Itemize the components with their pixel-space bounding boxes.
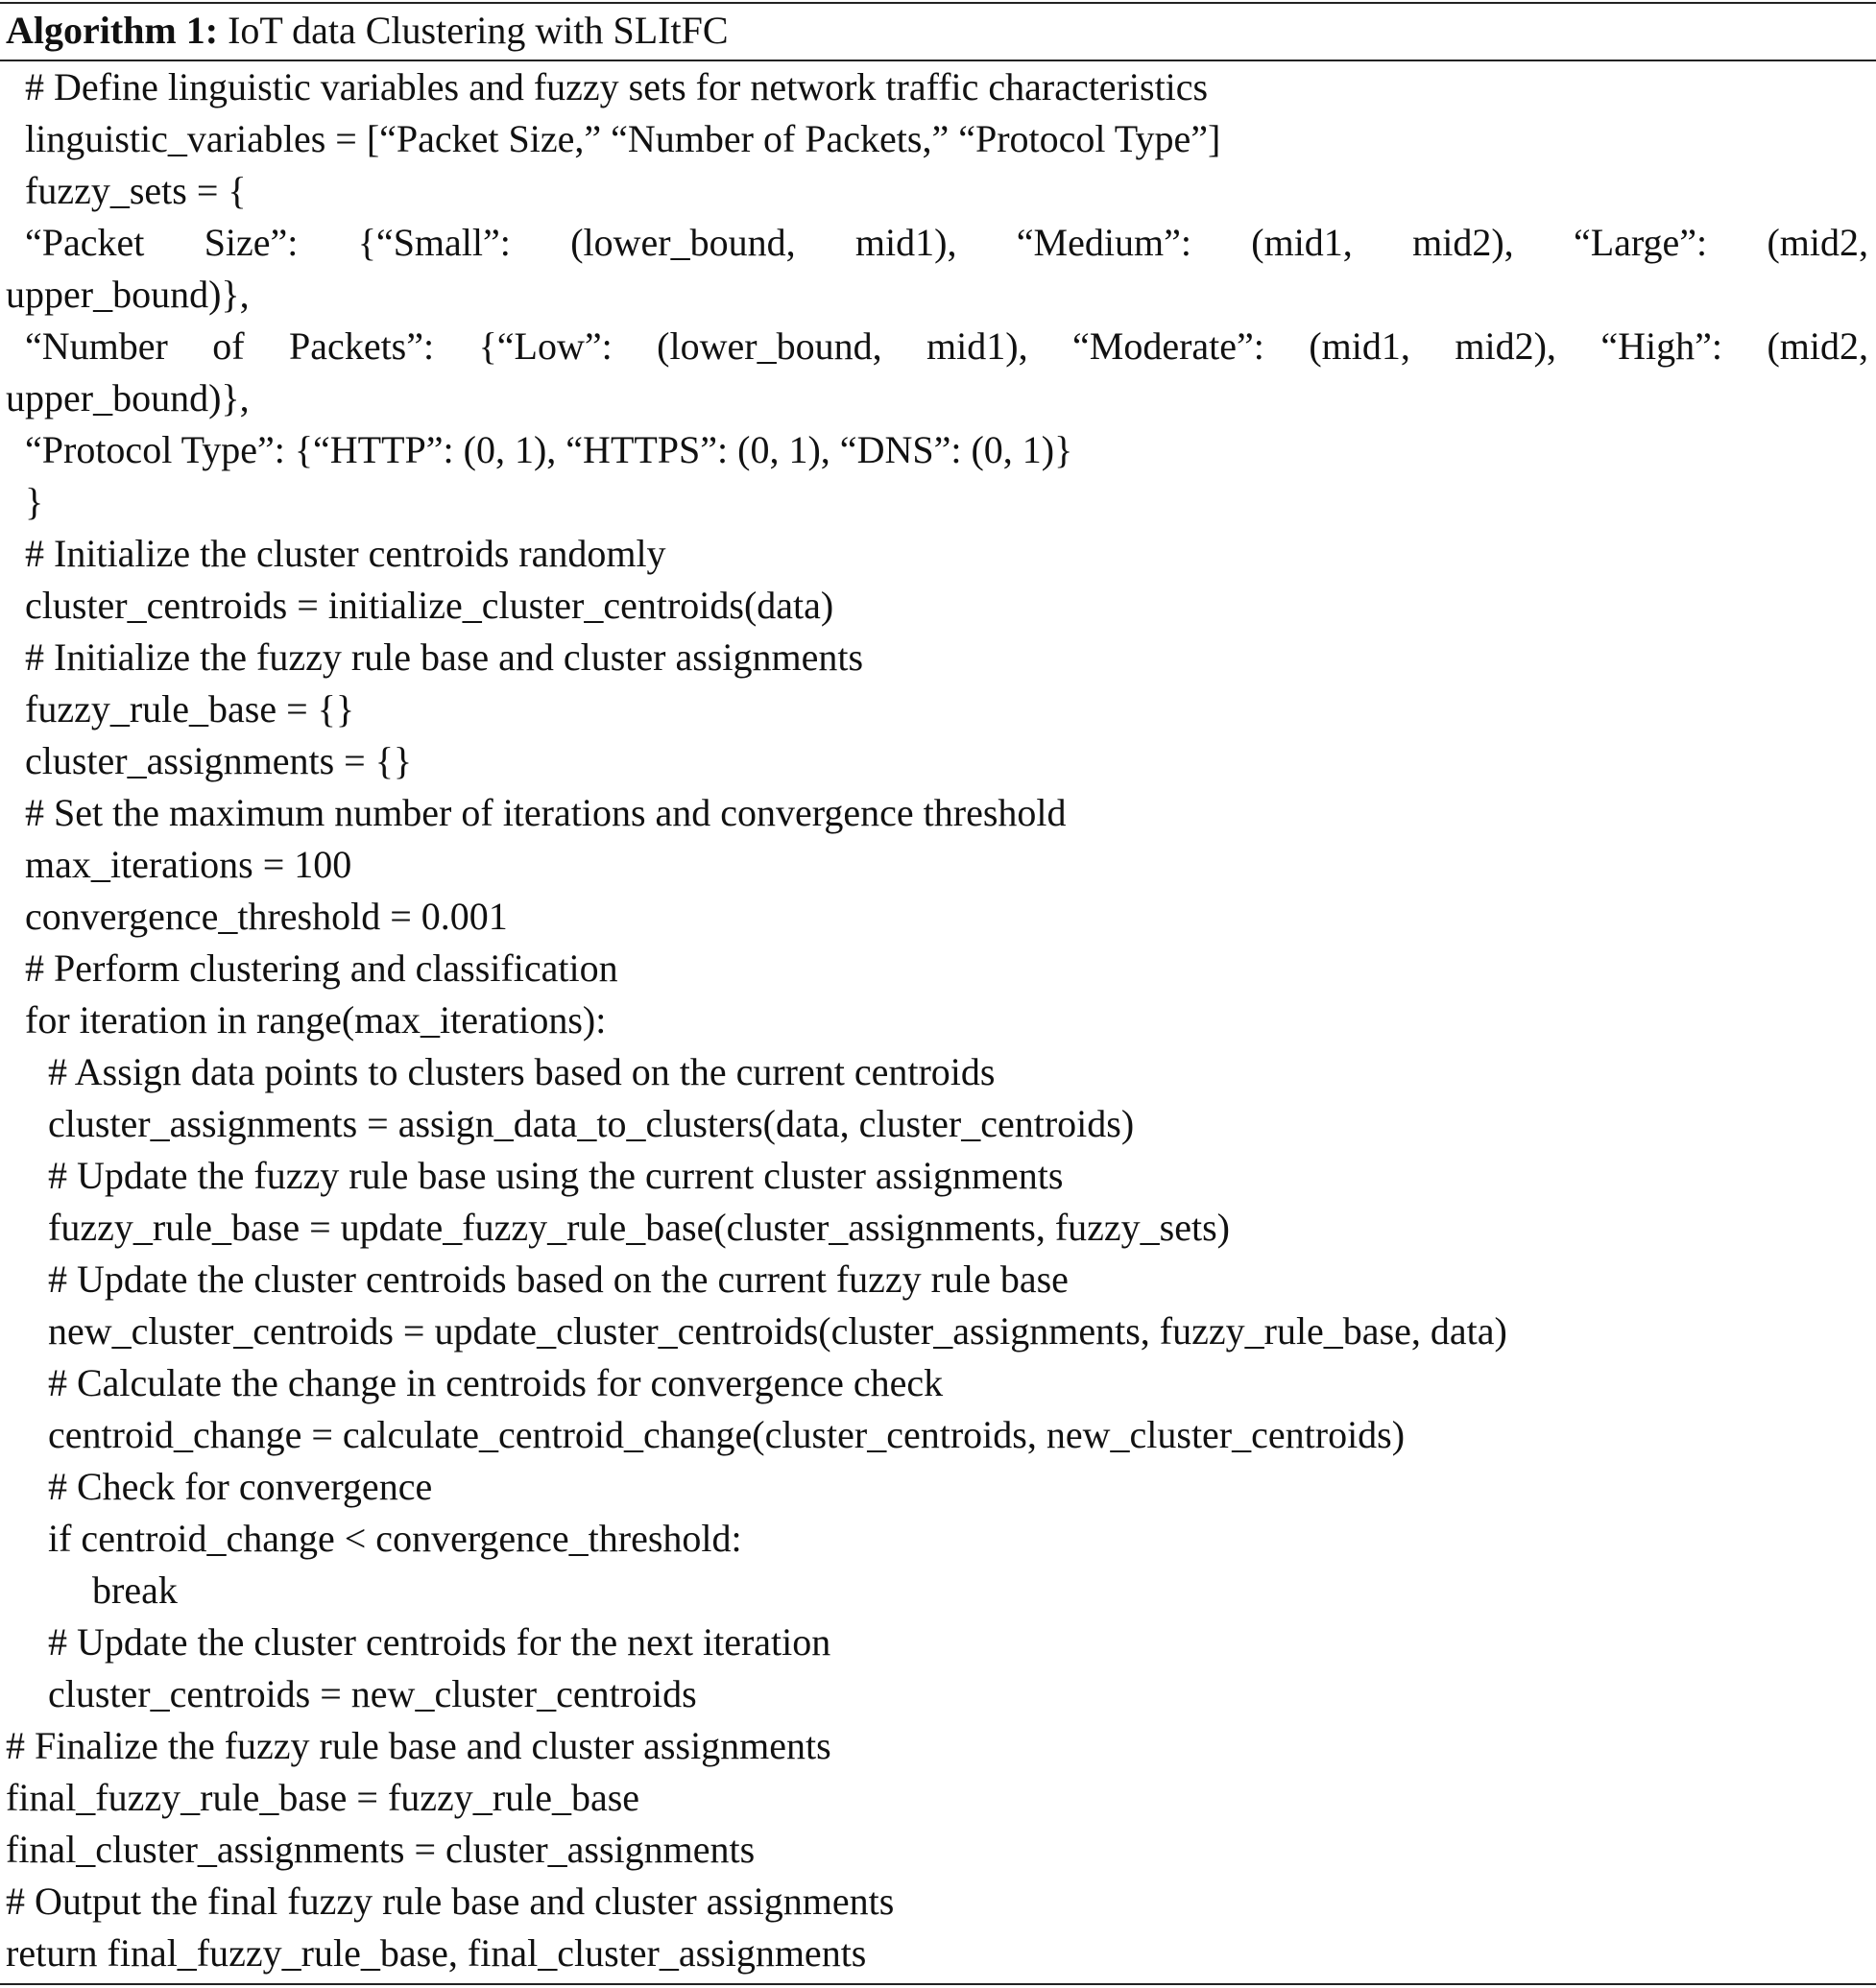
algorithm-title: IoT data Clustering with SLItFC — [228, 9, 729, 52]
code-line: fuzzy_rule_base = {} — [25, 687, 355, 731]
code-line: cluster_centroids = new_cluster_centroids — [48, 1672, 697, 1715]
code-line: # Initialize the fuzzy rule base and cluster assignments — [25, 635, 864, 679]
code-line: “Number of Packets”: {“Low”: (lower_bound, mid1), “Moderate”: (mid1, mid2), “High”: (mid2, — [25, 324, 1868, 368]
code-line: cluster_centroids = initialize_cluster_centroids(data) — [25, 584, 834, 627]
code-line: upper_bound)}, — [6, 273, 250, 316]
code-line: cluster_assignments = assign_data_to_clusters(data, cluster_centroids) — [48, 1102, 1135, 1145]
code-line: # Perform clustering and classification — [25, 946, 618, 990]
code-line: new_cluster_centroids = update_cluster_centroids(cluster_assignments, fuzzy_rule_base, data) — [48, 1309, 1507, 1353]
code-line: fuzzy_sets = { — [25, 169, 247, 212]
code-line: # Define linguistic variables and fuzzy sets for network traffic characteristics — [25, 65, 1209, 108]
code-line: final_cluster_assignments = cluster_assignments — [6, 1828, 756, 1871]
code-line: # Update the cluster centroids based on the current fuzzy rule base — [48, 1257, 1069, 1301]
algorithm-label: Algorithm 1: — [6, 9, 219, 52]
code-line: # Initialize the cluster centroids randomly — [25, 532, 666, 575]
code-line: upper_bound)}, — [6, 376, 250, 419]
code-line: fuzzy_rule_base = update_fuzzy_rule_base(cluster_assignments, fuzzy_sets) — [48, 1206, 1230, 1249]
code-line: # Finalize the fuzzy rule base and cluster assignments — [6, 1724, 831, 1767]
code-line: # Update the cluster centroids for the next iteration — [48, 1620, 831, 1664]
code-line: # Set the maximum number of iterations and convergence threshold — [25, 791, 1067, 834]
code-line: # Output the final fuzzy rule base and cluster assignments — [6, 1880, 895, 1923]
code-line: # Check for convergence — [48, 1465, 433, 1508]
code-line: for iteration in range(max_iterations): — [25, 998, 607, 1042]
code-line: if centroid_change < convergence_threshold: — [48, 1517, 742, 1560]
algorithm-caption — [6, 4, 729, 58]
code-line: # Calculate the change in centroids for convergence check — [48, 1361, 944, 1404]
code-line: # Assign data points to clusters based on the current centroids — [48, 1050, 996, 1093]
code-line: break — [92, 1569, 178, 1612]
code-line: convergence_threshold = 0.001 — [25, 895, 508, 938]
code-line: “Packet Size”: {“Small”: (lower_bound, mid1), “Medium”: (mid1, mid2), “Large”: (mid2, — [25, 221, 1868, 264]
code-line: cluster_assignments = {} — [25, 739, 413, 782]
bottom-rule — [0, 1983, 1876, 1985]
code-line: # Update the fuzzy rule base using the current cluster assignments — [48, 1154, 1064, 1197]
code-line: linguistic_variables = [“Packet Size,” “Number of Packets,” “Protocol Type”] — [25, 117, 1221, 160]
code-line: “Protocol Type”: {“HTTP”: (0, 1), “HTTPS”: (0, 1), “DNS”: (0, 1)} — [25, 428, 1073, 471]
code-line: } — [25, 480, 44, 523]
code-line: return final_fuzzy_rule_base, final_cluster_assignments — [6, 1931, 867, 1975]
code-line: final_fuzzy_rule_base = fuzzy_rule_base — [6, 1776, 640, 1819]
code-line: centroid_change = calculate_centroid_change(cluster_centroids, new_cluster_centroids) — [48, 1413, 1406, 1456]
code-line: max_iterations = 100 — [25, 843, 352, 886]
